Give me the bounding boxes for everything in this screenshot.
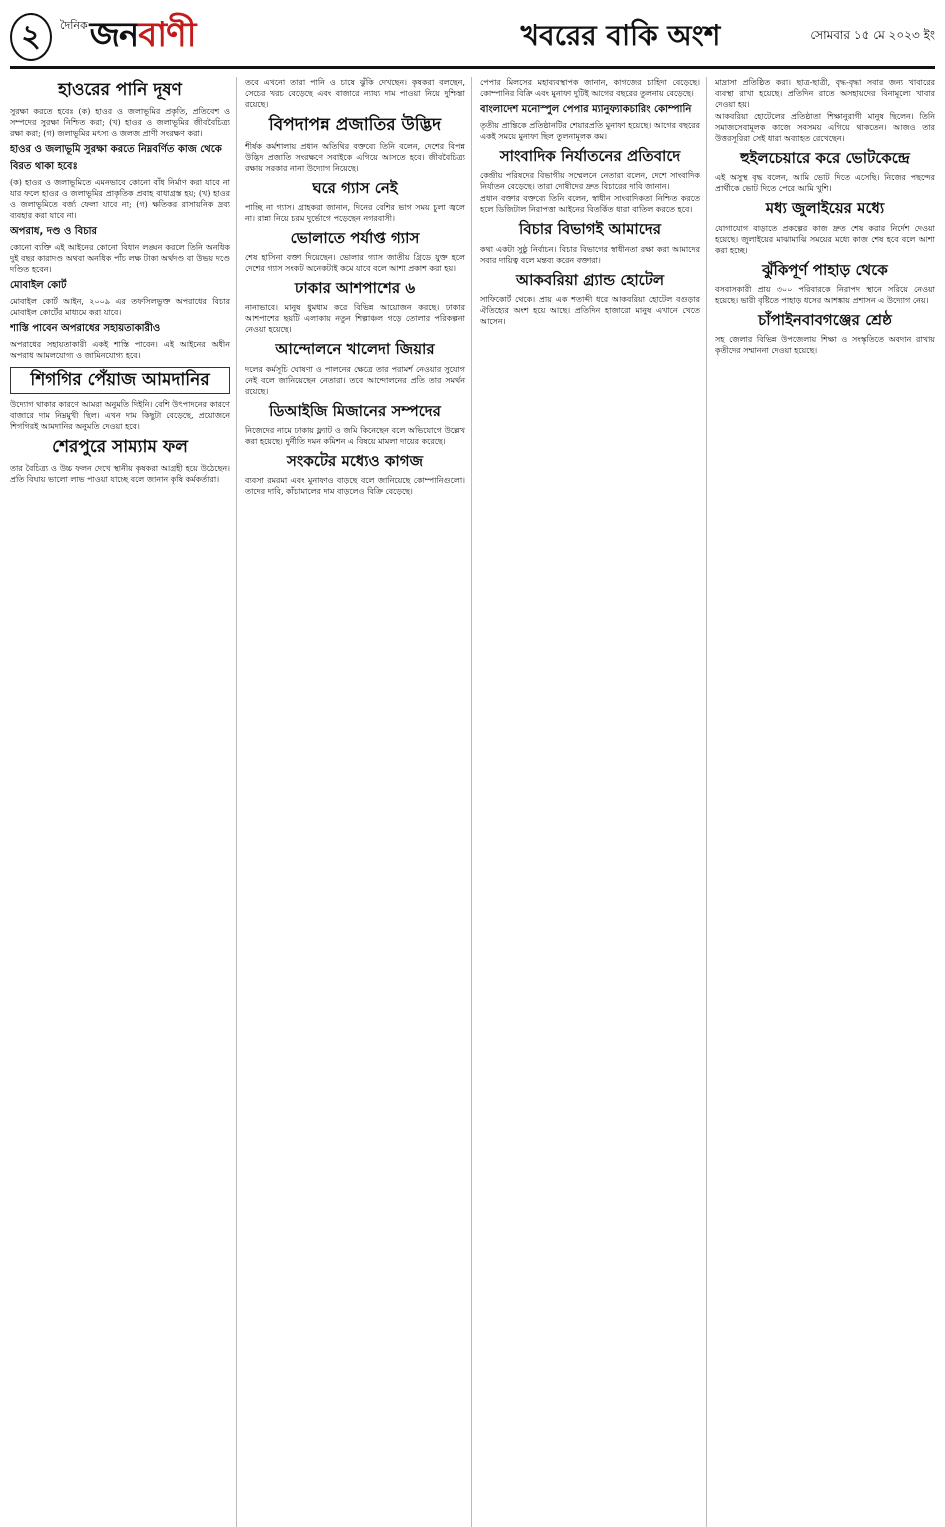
story-text: ব্যবসা রমরমা এবং মুনাফাও বাড়ছে বলে জানিয়েছে কোম্পানিগুলো। তাদের দাবি, কাঁচামালের দাম বাড়লেও বিক্রি বেড়েছে।	[245, 476, 465, 497]
story-headline: সংকটের মধ্যেও কাগজ	[286, 451, 423, 470]
story-text: মোবাইল কোর্ট আইন, ২০০৯ এর তফসিলভুক্ত অপরাধের বিচার মোবাইল কোর্টের মাধ্যমে করা যাবে।	[10, 296, 230, 317]
story-text: তৃতীয় প্রান্তিকে প্রতিষ্ঠানটির শেয়ারপ্রতি মুনাফা হয়েছে। আগের বছরের একই সময়ে মুনাফা ছিল তুলনামূলক কম।	[480, 121, 700, 141]
story-text: পাচ্ছি না গ্যাস। গ্রাহকরা জানান, দিনের বেশির ভাগ সময় চুলা জ্বলে না। রান্না নিয়ে চরম দুর্ভোগে পড়েছেন নগরবাসী।	[245, 202, 465, 223]
story-text: মাদ্রাসা প্রতিষ্ঠিত করা। ছাত্র-ছাত্রী, বৃদ্ধ-বৃদ্ধা সবার জন্য খাবারের ব্যবস্থা রাখা হয়েছে। প্রতিদিন রাতে অসহায়দের বিনামূল্যে খাবার দেওয়া হয়।	[715, 78, 935, 109]
newspaper-logo	[60, 9, 195, 66]
logo-part2: বাণী	[138, 14, 196, 55]
story-paper	[245, 453, 465, 497]
story-haor-continued	[245, 77, 465, 110]
story-subhead: মোবাইল কোর্ট	[10, 279, 67, 291]
story-text: শীর্ষক কর্মশালায় প্রধান অতিথির বক্তব্যে তিনি বলেন, দেশের বিপন্ন উদ্ভিদ প্রজাতি সংরক্ষণে সবাইকে এগিয়ে আসতে হবে। জীববৈচিত্র্য রক্ষায় সরকার নানা উদ্যোগ নিয়েছে।	[245, 141, 465, 173]
story-text: (ক) হাওর ও জলাভূমিতে এমনভাবে কোনো বাঁধ নির্মাণ করা যাবে না যার ফলে হাওর ও জলাভূমির প্রাকৃতিক প্রবাহ বাধাগ্রস্ত হয়; (খ) হাওর ও জলাভূমিতে বর্জ্য ফেলা যাবে না; (গ) ক্ষতিকর রাসায়নিক দ্রব্য ব্যবহার করা যাবে না।	[10, 177, 230, 220]
story-subhead: শাস্তি পাবেন অপরাধের সহায়তাকারীও	[10, 322, 161, 334]
story-journalists	[480, 148, 700, 215]
story-text: অপরাধের সহায়তাকারী একই শাস্তি পাবেন। এই আইনের অধীন অপরাধ আমলযোগ্য ও জামিনযোগ্য হবে।	[10, 339, 230, 360]
story-dhaka-six	[245, 280, 465, 335]
story-text: কেন্দ্রীয় পরিষদের বিভাগীয় সম্মেলনে নেতারা বলেন, দেশে সাংবাদিক নির্যাতন বেড়েছে। তারা দোষীদের দ্রুত বিচারের দাবি জানান।	[480, 171, 700, 192]
story-haor	[10, 81, 230, 361]
story-text: পেপার মিলসের মহাব্যবস্থাপক জানান, কাগজের চাহিদা বেড়েছে। কোম্পানির বিক্রি এবং মুনাফা দুটিই আগের বছরের তুলনায় বেড়েছে।	[480, 78, 700, 98]
story-text: শেষ হাসিনা বক্তা দিয়েছেন। ভোলার গ্যাস জাতীয় গ্রিডে যুক্ত হলে দেশের গ্যাস সংকট অনেকটাই কমে যাবে বলে আশা প্রকাশ করা হয়।	[245, 253, 465, 274]
story-text: যোগাযোগ বাড়াতে প্রকল্পের কাজ দ্রুত শেষ করার নির্দেশ দেওয়া হয়েছে। জুলাইয়ের মাঝামাঝি সময়ের মধ্যে কাজ শেষ হবে বলে আশা করা হচ্ছে।	[715, 223, 935, 255]
story-text: তবে এখনো তারা পানি ও চাষে ঝুঁকি দেখছেন। কৃষকরা বলছেন, সেচের খরচ বেড়েছে এবং বাজারে ন্যায্য দাম পাওয়া নিয়ে দুশ্চিন্তা রয়েছে।	[245, 78, 465, 109]
page-number: ২	[10, 13, 52, 61]
story-text: দলের কর্মসূচি ঘোষণা ও পালনের ক্ষেত্রে তার পরামর্শ নেওয়ার সুযোগ নেই বলে জানিয়েছেন নেতারা। তবে আন্দোলনের প্রতি তার সমর্থন রয়েছে।	[245, 364, 465, 396]
column-4	[715, 77, 935, 1527]
story-headline: আকবরিয়া গ্র্যান্ড হোটেল	[515, 270, 665, 289]
logo-part1: জন	[89, 14, 139, 55]
story-headline: হাওরের পানি দূষণ	[58, 80, 182, 100]
story-text: প্রধান বক্তার বক্তব্যে তিনি বলেন, স্বাধীন সাংবাদিকতা নিশ্চিত করতে হলে ডিজিটাল নিরাপত্তা আইনের বিতর্কিত ধারা বাতিল করতে হবে।	[480, 194, 700, 215]
publication-date: সোমবার ১৫ মে ২০২৩ ইং	[810, 28, 935, 42]
column-2	[245, 77, 472, 1527]
story-sherpur	[10, 438, 230, 485]
section-title: খবরের বাকি অংশ	[520, 18, 721, 52]
story-headline: চাঁপাইনবাবগঞ্জের শ্রেষ্ঠ	[758, 310, 892, 329]
story-khaleda	[245, 341, 465, 396]
story-judiciary	[480, 221, 700, 265]
story-headline: শেরপুরে সাম্যাম ফল	[52, 437, 188, 458]
story-akboria	[480, 272, 700, 327]
story-text: সহ জেলার বিভিন্ন উপজেলায় শিক্ষা ও সংস্কৃতিতে অবদান রাখায় কৃতীদের সম্মাননা দেওয়া হয়েছে।	[715, 335, 935, 355]
story-text: সাফিকোর্ট থেকে। প্রায় এক শতাব্দী ধরে আকবরিয়া হোটেল বগুড়ার ঐতিহ্যের অংশ হয়ে আছে। প্রতিদিন হাজারো মানুষ এখানে খেতে আসেন।	[480, 294, 700, 326]
story-headline: সাংবাদিক নির্যাতনের প্রতিবাদে	[499, 147, 681, 165]
masthead	[10, 8, 935, 69]
story-text: উদ্যোগ থাকার কারণে আমরা অনুমতি দিইনি। বেশি উৎপাদনের কারণে বাজারে দাম নিম্নমুখী ছিল। এখন দাম কিছুটা বেড়েছে, প্রয়োজনে শিগগিরই আমদানির অনুমতি দেওয়া হবে।	[10, 400, 230, 432]
story-dig-mizan	[245, 403, 465, 447]
story-headline: হুইলচেয়ারে করে ভোটকেন্দ্রে	[740, 149, 910, 167]
story-headline: ঘরে গ্যাস নেই	[312, 178, 398, 197]
story-onion	[10, 367, 230, 433]
story-headline: আন্দোলনে খালেদা জিয়ার	[275, 340, 435, 359]
story-no-gas	[245, 180, 465, 224]
story-subhead: অপরাধ, দণ্ড ও বিচার	[10, 225, 98, 237]
story-text: কথা একটা সুষ্ঠু নির্বাচন। বিচার বিভাগের স্বাধীনতা রক্ষা করা আমাদের সবার দায়িত্ব বলে মন্তব্য করেন বক্তারা।	[480, 244, 700, 265]
story-subhead: হাওর ও জলাভূমি সুরক্ষা করতে নিম্নবর্ণিত কাজ থেকে বিরত থাকা হবেঃ	[10, 143, 222, 172]
column-1	[10, 77, 237, 1527]
story-akboria-continued	[715, 77, 935, 144]
story-headline: ভোলাতে পর্যাপ্ত গ্যাস	[290, 228, 420, 247]
story-mid-july	[715, 200, 935, 255]
story-headline: ঢাকার আশপাশের ৬	[294, 279, 416, 298]
story-subhead: বাংলাদেশ মনোস্পুল পেপার ম্যানুফ্যাকচারিং কোম্পানি	[480, 104, 692, 115]
logo-daily: দৈনিক	[60, 18, 88, 32]
story-headline: মধ্য জুলাইয়ের মধ্যে	[765, 199, 885, 218]
story-headline: বিপদাপন্ন প্রজাতির উদ্ভিদ	[268, 115, 442, 135]
story-headline: শিগগির পেঁয়াজ আমদানির	[10, 367, 230, 395]
story-bhola-gas	[245, 230, 465, 274]
article-columns	[10, 69, 935, 1527]
story-text: তার বৈচিত্র্য ও উচ্চ ফলন দেখে স্থানীয় কৃষকরা আগ্রহী হয়ে উঠেছেন। প্রতি বিঘায় ভালো লাভ পাওয়া যাচ্ছে বলে জানান কৃষি কর্মকর্তারা।	[10, 463, 230, 484]
story-text: নানাভাবে। মানুষ ধুমধাম করে বিভিন্ন আয়োজন করছে। ঢাকার আশপাশের ছয়টি এলাকায় নতুন শিল্পাঞ্চল গড়ে তোলার পরিকল্পনা নেওয়া হয়েছে।	[245, 303, 465, 335]
story-text: এই অসুস্থ বৃদ্ধ বলেন, আমি ভোট দিতে এসেছি। নিজের পছন্দের প্রার্থীকে ভোট দিতে পেরে আমি খুশি।	[715, 173, 935, 194]
story-hill	[715, 262, 935, 306]
story-headline: ডিআইজি মিজানের সম্পদের	[269, 401, 441, 420]
story-text: সুরক্ষা করতে হবেঃ (ক) হাওর ও জলাভূমির প্রকৃতি, প্রতিবেশ ও সম্পদের সুরক্ষা নিশ্চিত করা; (খ) হাওর ও জলাভূমির জীববৈচিত্র্য রক্ষা করা; (গ) জলাভূমির মৎস্য ও জলজ প্রাণী সংরক্ষণ করা।	[10, 106, 230, 138]
story-paper-continued	[480, 77, 700, 142]
story-text: আকবরিয়া হোটেলের প্রতিষ্ঠাতা শিক্ষানুরাগী মানুষ ছিলেন। তিনি সমাজসেবামূলক কাজে সবসময় এগিয়ে থাকতেন। আজও তার উত্তরসূরিরা সেই ধারা অব্যাহত রেখেছেন।	[715, 112, 935, 143]
story-plants	[245, 116, 465, 174]
story-chapainawabganj	[715, 312, 935, 356]
story-headline: ঝুঁকিপূর্ণ পাহাড় থেকে	[762, 260, 888, 279]
story-wheelchair	[715, 150, 935, 194]
story-text: নিজেদের নামে ঢাকায় ফ্ল্যাট ও জমি কিনেছেন বলে অভিযোগে উল্লেখ করা হয়েছে। দুর্নীতি দমন কমিশন এ বিষয়ে মামলা দায়ের করেছে।	[245, 425, 465, 446]
story-text: বসবাসকারী প্রায় ৩০০ পরিবারকে নিরাপদ স্থানে সরিয়ে নেওয়া হয়েছে। ভারী বৃষ্টিতে পাহাড় ধসের আশঙ্কায় প্রশাসন এ উদ্যোগ নেয়।	[715, 284, 935, 305]
logo-name	[90, 9, 196, 66]
story-headline: বিচার বিভাগই আমাদের	[519, 220, 661, 239]
column-3	[480, 77, 707, 1527]
story-text: কোনো ব্যক্তি এই আইনের কোনো বিধান লঙ্ঘন করলে তিনি অনধিক দুই বছর কারাদণ্ড অথবা অনধিক পাঁচ লক্ষ টাকা অর্থদণ্ড বা উভয় দণ্ডে দণ্ডিত হবেন।	[10, 242, 230, 274]
